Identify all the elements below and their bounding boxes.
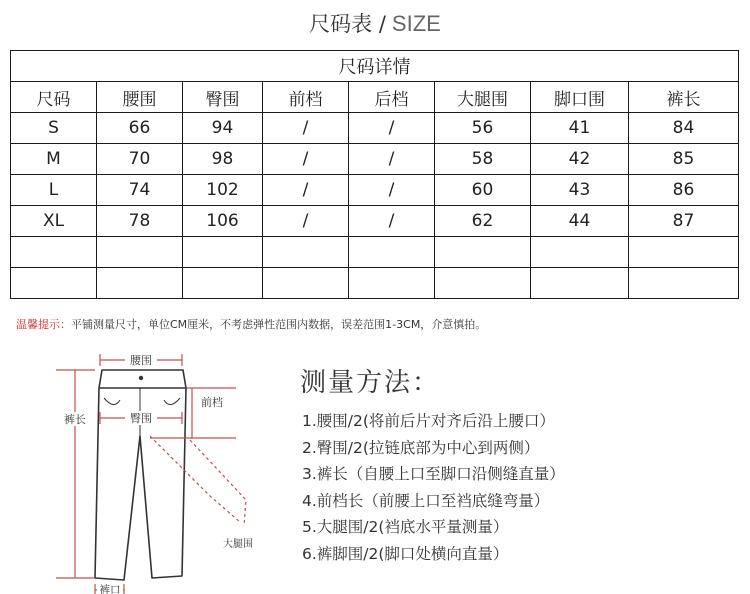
table-cell: 94 [183,113,263,144]
table-cell: / [349,175,435,206]
table-cell [97,268,183,299]
table-cell [97,237,183,268]
table-cell: / [349,113,435,144]
column-header: 尺码 [11,82,97,113]
table-cell [11,237,97,268]
table-cell: M [11,144,97,175]
method-title: 测量方法： [300,368,441,398]
table-cell: / [349,206,435,237]
table-cell: 41 [531,113,629,144]
front-rise-label: 前档 [201,396,223,409]
table-header-row [11,82,739,113]
table-cell: 86 [629,175,739,206]
table-cell: S [11,113,97,144]
table-cell: / [263,175,349,206]
hip-label: 臀围 [130,412,152,425]
table-cell: 56 [435,113,531,144]
warm-tip [16,316,486,332]
table-cell: 62 [435,206,531,237]
table-row [11,144,739,175]
table-cell [349,268,435,299]
table-cell [11,268,97,299]
table-cell [183,268,263,299]
table-cell: 70 [97,144,183,175]
pants-outline [95,370,186,580]
table-cell: / [349,144,435,175]
table-cell [629,268,739,299]
method-item: 2.臀围/2(拉链底部为中心到两侧） [302,438,540,457]
column-header: 脚口围 [531,82,629,113]
table-cell: 102 [183,175,263,206]
page-title [0,8,750,38]
table-cell [531,268,629,299]
table-cell: 85 [629,144,739,175]
column-header: 后档 [349,82,435,113]
table-cell: / [263,113,349,144]
table-cell: 78 [97,206,183,237]
table-row [11,175,739,206]
column-header: 前档 [263,82,349,113]
table-cell: / [263,206,349,237]
table-cell: 43 [531,175,629,206]
table-cell [263,237,349,268]
table-cell [263,268,349,299]
table-cell: 74 [97,175,183,206]
column-header: 臀围 [183,82,263,113]
table-cell: L [11,175,97,206]
table-cell [435,237,531,268]
column-header: 裤长 [629,82,739,113]
size-table [10,50,739,299]
length-label: 裤长 [64,413,86,426]
table-cell: 87 [629,206,739,237]
table-cell: 60 [435,175,531,206]
table-cell [531,237,629,268]
title-en: SIZE [391,11,441,36]
table-cell [349,237,435,268]
table-cell: / [263,144,349,175]
column-header: 大腿围 [435,82,531,113]
tip-text: 平铺测量尺寸，单位CM厘米，不考虑弹性范围内数据，误差范围1-3CM，介意慎拍。 [71,318,487,331]
table-cell [435,268,531,299]
column-header: 腰围 [97,82,183,113]
table-cell: 44 [531,206,629,237]
table-cell: XL [11,206,97,237]
table-row [11,206,739,237]
table-cell: 106 [183,206,263,237]
table-row [11,113,739,144]
method-list [302,408,565,568]
table-cell [629,237,739,268]
pants-measurement-diagram [0,340,290,594]
method-item: 4.前档长（前腰上口至裆底缝弯量） [302,491,550,510]
table-cell: 42 [531,144,629,175]
table-cell: 58 [435,144,531,175]
table-cell [183,237,263,268]
waist-label: 腰围 [130,354,152,367]
method-item: 1.腰围/2(将前后片对齐后沿上腰口） [302,412,555,430]
table-caption: 尺码详情 [11,51,739,82]
table-cell: 84 [629,113,739,144]
table-row-empty [11,268,739,299]
table-cell: 98 [183,144,263,175]
thigh-label: 大腿围 [223,539,253,550]
method-item: 3.裤长（自腰上口至脚口沿侧缝直量） [302,465,565,484]
table-cell: 66 [97,113,183,144]
hem-label: 裤口 [99,584,121,594]
tip-label: 温馨提示： [16,318,71,331]
method-item: 6.裤脚围/2(脚口处横向直量） [302,544,509,563]
button-icon [139,376,143,380]
table-row-empty [11,237,739,268]
title-cn: 尺码表 / [309,12,386,36]
method-item: 5.大腿围/2(裆底水平量测量） [302,518,509,537]
